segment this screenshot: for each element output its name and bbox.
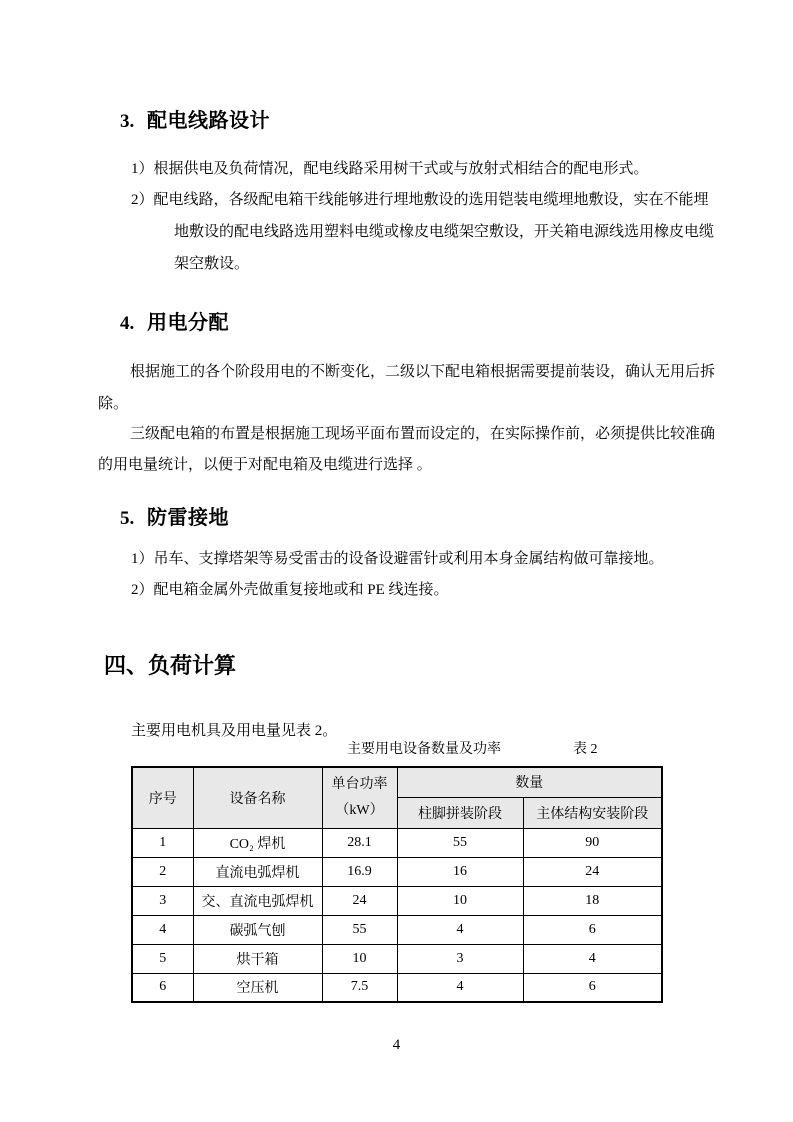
list-item: 1）吊车、支撑塔架等易受雷击的设备设避雷针或利用本身金属结构做可靠接地。 bbox=[131, 551, 664, 567]
paragraph-line: 根据施工的各个阶段用电的不断变化，二级以下配电箱根据需要提前装设，确认无用后拆 bbox=[130, 364, 716, 380]
cell-qty-stage1: 3 bbox=[397, 944, 523, 973]
section-title: 防雷接地 bbox=[147, 507, 229, 529]
cell-seq: 2 bbox=[132, 857, 193, 886]
col-header-qty-stage1: 柱脚拼装阶段 bbox=[397, 797, 523, 828]
section-number: 4. bbox=[120, 313, 135, 334]
cell-name: 空压机 bbox=[193, 973, 322, 1002]
cell-name: 直流电弧焊机 bbox=[193, 857, 322, 886]
cell-seq: 4 bbox=[132, 915, 193, 944]
col-header-power-line2: （kW） bbox=[335, 802, 384, 818]
section-title: 用电分配 bbox=[147, 312, 229, 334]
cell-seq: 6 bbox=[132, 973, 193, 1002]
table-label: 表 2 bbox=[573, 742, 598, 757]
cell-qty-stage2: 18 bbox=[523, 886, 662, 915]
table-row bbox=[132, 944, 662, 973]
table-caption: 主要用电设备数量及功率 bbox=[347, 742, 501, 757]
cell-power: 24 bbox=[322, 886, 397, 915]
list-item: 2）配电箱金属外壳做重复接地或和 PE 线连接。 bbox=[131, 582, 449, 598]
col-header-name: 设备名称 bbox=[193, 767, 322, 828]
section-heading-5 bbox=[120, 501, 229, 530]
cell-name: 交、直流电弧焊机 bbox=[193, 886, 322, 915]
cell-name: 烘干箱 bbox=[193, 944, 322, 973]
cell-seq: 5 bbox=[132, 944, 193, 973]
paragraph-line: 三级配电箱的布置是根据施工现场平面布置而设定的，在实际操作前，必须提供比较准确 bbox=[130, 426, 716, 442]
cell-seq: 3 bbox=[132, 886, 193, 915]
cell-name: 碳弧气刨 bbox=[193, 915, 322, 944]
cell-qty-stage1: 55 bbox=[397, 828, 523, 857]
section-title: 配电线路设计 bbox=[147, 110, 270, 132]
cell-qty-stage1: 10 bbox=[397, 886, 523, 915]
cell-qty-stage2: 24 bbox=[523, 857, 662, 886]
paragraph-line: 的用电量统计，以便于对配电箱及电缆进行选择 。 bbox=[98, 457, 432, 473]
col-header-power-line1: 单台功率 bbox=[331, 776, 388, 792]
table-header-row-1 bbox=[132, 767, 662, 797]
cell-qty-stage1: 4 bbox=[397, 915, 523, 944]
list-item: 1）根据供电及负荷情况，配电线路采用树干式或与放射式相结合的配电形式。 bbox=[131, 161, 649, 177]
list-item: 2）配电线路，各级配电箱干线能够进行埋地敷设的选用铠装电缆埋地敷设，实在不能埋 bbox=[131, 192, 709, 208]
chapter-heading: 四、负荷计算 bbox=[104, 653, 237, 678]
section-number: 3. bbox=[120, 111, 135, 132]
cell-power: 55 bbox=[322, 915, 397, 944]
table-row bbox=[132, 828, 662, 857]
cell-qty-stage1: 4 bbox=[397, 973, 523, 1002]
cell-qty-stage2: 6 bbox=[523, 973, 662, 1002]
cell-power: 7.5 bbox=[322, 973, 397, 1002]
cell-seq: 1 bbox=[132, 828, 193, 857]
section-number: 5. bbox=[120, 508, 135, 529]
table-row bbox=[132, 857, 662, 886]
list-item-continuation: 架空敷设。 bbox=[174, 256, 250, 272]
cell-qty-stage1: 16 bbox=[397, 857, 523, 886]
cell-power: 10 bbox=[322, 944, 397, 973]
equipment-table bbox=[131, 766, 663, 1003]
cell-name: CO₂ 焊机 bbox=[193, 828, 322, 857]
cell-power: 16.9 bbox=[322, 857, 397, 886]
col-header-qty: 数量 bbox=[397, 767, 662, 797]
paragraph-line: 除。 bbox=[98, 396, 129, 412]
table-row bbox=[132, 886, 662, 915]
cell-qty-stage2: 4 bbox=[523, 944, 662, 973]
list-item-continuation: 地敷设的配电线路选用塑料电缆或橡皮电缆架空敷设，开关箱电源线选用橡皮电缆 bbox=[174, 224, 715, 240]
col-header-power bbox=[322, 767, 397, 828]
cell-qty-stage2: 6 bbox=[523, 915, 662, 944]
page-number: 4 bbox=[392, 1037, 401, 1053]
section-heading-4 bbox=[120, 306, 229, 335]
cell-power: 28.1 bbox=[322, 828, 397, 857]
table-row bbox=[132, 973, 662, 1002]
table-intro-line: 主要用电机具及用电量见表 2。 bbox=[131, 723, 338, 739]
col-header-qty-stage2: 主体结构安装阶段 bbox=[523, 797, 662, 828]
section-heading-3 bbox=[120, 104, 270, 133]
table-row bbox=[132, 915, 662, 944]
col-header-seq: 序号 bbox=[132, 767, 193, 828]
cell-qty-stage2: 90 bbox=[523, 828, 662, 857]
